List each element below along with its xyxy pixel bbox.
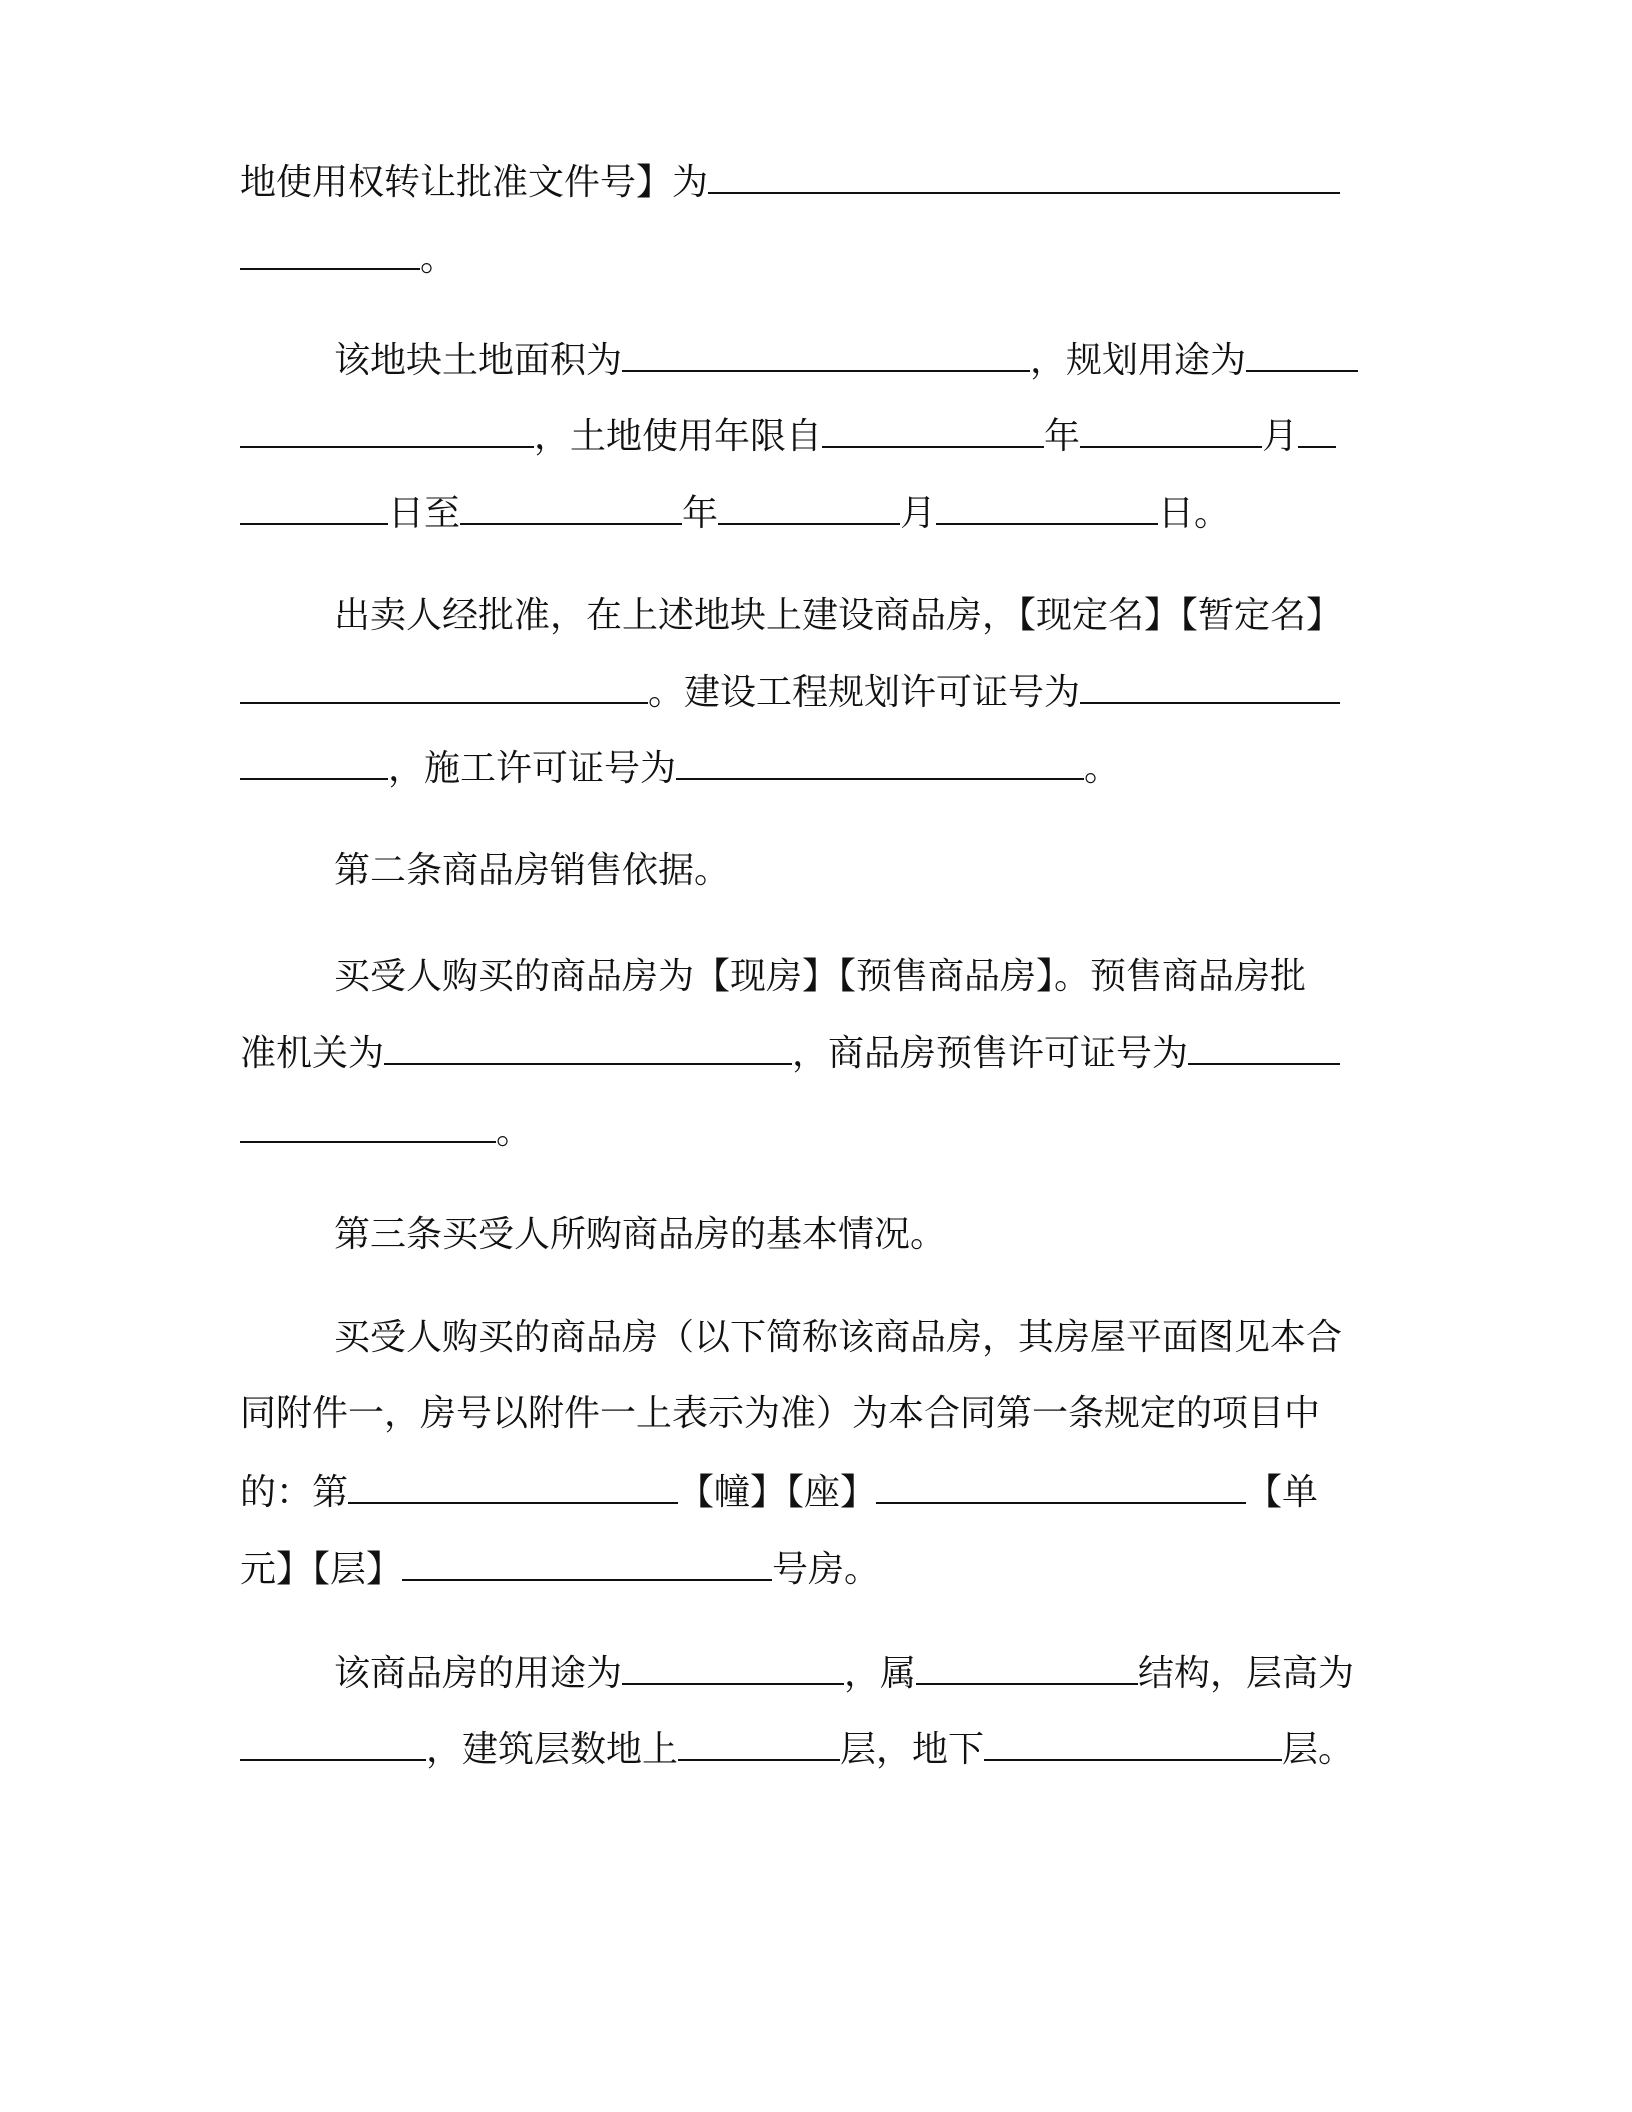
text-line bbox=[240, 1545, 880, 1593]
text-line bbox=[240, 1390, 1320, 1438]
fill-in-blank[interactable] bbox=[622, 1649, 844, 1685]
text-segment: 月 bbox=[900, 493, 937, 534]
fill-in-blank[interactable] bbox=[240, 234, 420, 270]
text-segment: 的：第 bbox=[240, 1472, 349, 1513]
fill-in-blank[interactable] bbox=[622, 336, 1030, 372]
text-line bbox=[240, 412, 1336, 460]
text-line bbox=[240, 1029, 1340, 1077]
text-segment: 出卖人经批准，在上述地块上建设商品房，【现定名】【暂定名】 bbox=[334, 595, 1343, 636]
text-line bbox=[240, 1468, 1318, 1516]
text-segment: 号房。 bbox=[772, 1549, 881, 1590]
text-segment: 第二条商品房销售依据。 bbox=[334, 850, 731, 891]
fill-in-blank[interactable] bbox=[240, 412, 534, 448]
fill-in-blank[interactable] bbox=[916, 1649, 1138, 1685]
text-segment: 日。 bbox=[1158, 493, 1231, 534]
text-line bbox=[334, 1649, 1354, 1697]
fill-in-blank[interactable] bbox=[936, 489, 1158, 525]
text-segment: ，商品房预售许可证号为 bbox=[792, 1033, 1189, 1074]
fill-in-blank[interactable] bbox=[240, 1107, 496, 1143]
text-segment: 地使用权转让批准文件号】为 bbox=[240, 162, 709, 203]
text-line bbox=[334, 847, 730, 895]
text-segment: 【单 bbox=[1246, 1472, 1319, 1513]
fill-in-blank[interactable] bbox=[1246, 336, 1358, 372]
text-segment: 结构，层高为 bbox=[1138, 1653, 1355, 1694]
fill-in-blank[interactable] bbox=[678, 1725, 840, 1761]
text-segment: 年 bbox=[682, 493, 719, 534]
text-segment: 买受人购买的商品房为【现房】【预售商品房】。预售商品房批 bbox=[334, 956, 1307, 997]
text-segment: 。建设工程规划许可证号为 bbox=[648, 672, 1081, 713]
text-segment: 日至 bbox=[388, 493, 461, 534]
text-line bbox=[240, 744, 1120, 792]
fill-in-blank[interactable] bbox=[1080, 668, 1340, 704]
text-segment: 该地块土地面积为 bbox=[334, 340, 623, 381]
fill-in-blank[interactable] bbox=[240, 1725, 426, 1761]
fill-in-blank[interactable] bbox=[1298, 412, 1336, 448]
text-segment: 同附件一，房号以附件一上表示为准）为本合同第一条规定的项目中 bbox=[240, 1393, 1321, 1434]
text-segment: 第三条买受人所购商品房的基本情况。 bbox=[334, 1214, 947, 1255]
text-line bbox=[334, 1314, 1342, 1362]
text-line bbox=[240, 1725, 1354, 1773]
text-segment: 该商品房的用途为 bbox=[334, 1653, 623, 1694]
text-line bbox=[334, 336, 1358, 384]
text-segment: 买受人购买的商品房（以下简称该商品房，其房屋平面图见本合 bbox=[334, 1317, 1343, 1358]
text-line bbox=[240, 234, 456, 282]
fill-in-blank[interactable] bbox=[240, 489, 388, 525]
fill-in-blank[interactable] bbox=[676, 744, 1084, 780]
fill-in-blank[interactable] bbox=[384, 1029, 792, 1065]
text-line bbox=[240, 489, 1230, 537]
text-line bbox=[334, 953, 1306, 1001]
text-segment: 准机关为 bbox=[240, 1033, 385, 1074]
text-line bbox=[240, 158, 1340, 206]
fill-in-blank[interactable] bbox=[402, 1545, 772, 1581]
text-line bbox=[240, 1107, 532, 1155]
fill-in-blank[interactable] bbox=[240, 668, 648, 704]
text-line bbox=[240, 668, 1340, 716]
fill-in-blank[interactable] bbox=[984, 1725, 1282, 1761]
fill-in-blank[interactable] bbox=[708, 158, 1340, 194]
text-segment: ，规划用途为 bbox=[1030, 340, 1247, 381]
text-segment: 。 bbox=[496, 1111, 533, 1152]
text-segment: 年 bbox=[1044, 416, 1081, 457]
fill-in-blank[interactable] bbox=[822, 412, 1044, 448]
fill-in-blank[interactable] bbox=[876, 1468, 1246, 1504]
text-segment: 。 bbox=[1084, 748, 1121, 789]
text-segment: 月 bbox=[1262, 416, 1299, 457]
text-segment: 。 bbox=[420, 238, 457, 279]
fill-in-blank[interactable] bbox=[348, 1468, 678, 1504]
text-segment: ，施工许可证号为 bbox=[388, 748, 677, 789]
text-segment: 【幢】【座】 bbox=[678, 1472, 877, 1513]
text-segment: ，土地使用年限自 bbox=[534, 416, 823, 457]
text-segment: ，属 bbox=[844, 1653, 917, 1694]
text-segment: ，建筑层数地上 bbox=[426, 1729, 679, 1770]
fill-in-blank[interactable] bbox=[718, 489, 900, 525]
fill-in-blank[interactable] bbox=[460, 489, 682, 525]
text-segment: 层，地下 bbox=[840, 1729, 985, 1770]
fill-in-blank[interactable] bbox=[1188, 1029, 1340, 1065]
text-line bbox=[334, 1211, 946, 1259]
text-segment: 层。 bbox=[1282, 1729, 1355, 1770]
text-line bbox=[334, 592, 1342, 640]
fill-in-blank[interactable] bbox=[240, 744, 388, 780]
fill-in-blank[interactable] bbox=[1080, 412, 1262, 448]
text-segment: 元】【层】 bbox=[240, 1549, 403, 1590]
